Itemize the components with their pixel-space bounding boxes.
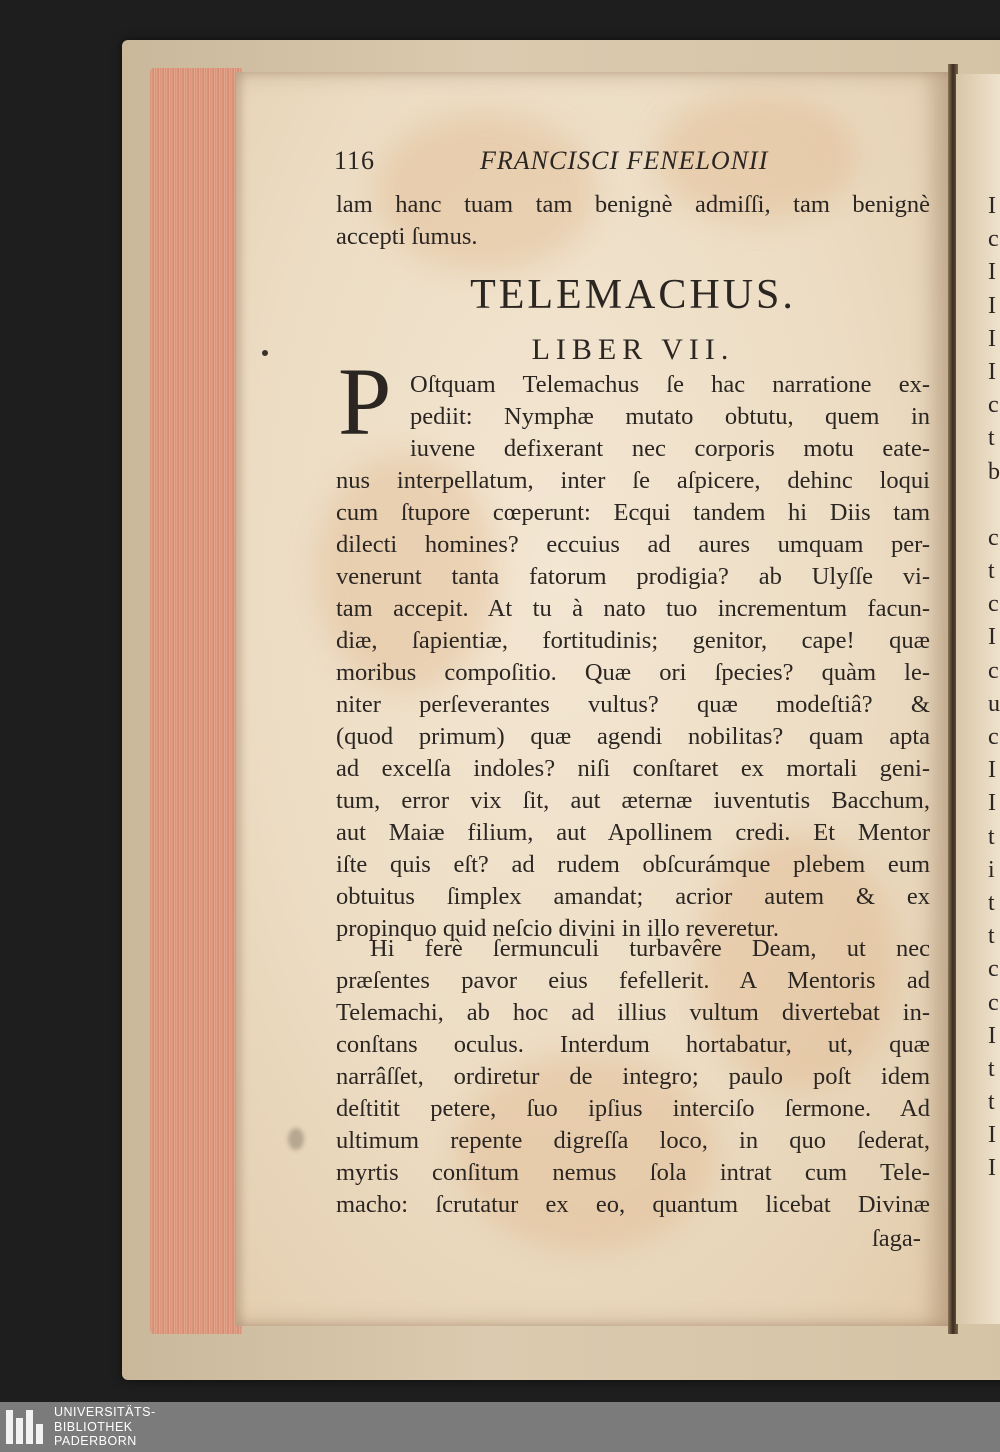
facing-page-letter: t	[988, 1089, 995, 1116]
text-line: cum ſtupore cœperunt: Ecqui tandem hi Diis tam	[336, 499, 930, 526]
page-header	[334, 146, 934, 182]
running-head: FRANCISCI FENELONII	[480, 146, 769, 175]
text-line: iuvene defixerant nec corporis motu eate-	[410, 435, 930, 462]
text-line: lam hanc tuam tam benignè admiſſi, tam benignè	[336, 191, 930, 218]
text-line: iſte quis eſt? ad rudem obſcurámque plebem eum	[336, 851, 930, 878]
facing-page-letter: t	[988, 1055, 995, 1082]
facing-page-letter: I	[988, 325, 996, 352]
library-name-line: BIBLIOTHEK	[54, 1419, 133, 1434]
text-line: tam accepit. At tu à nato tuo incrementum facun-	[336, 595, 930, 622]
ink-mark	[262, 350, 268, 356]
text-line: narrâſſet, ordiretur de integro; paulo poſt idem	[336, 1063, 930, 1090]
text-line: ad excelſa indoles? niſi conſtaret ex mortali geni-	[336, 755, 930, 782]
facing-page-letter: t	[988, 558, 995, 585]
library-logo-icon	[4, 1406, 48, 1448]
drop-cap: P	[338, 348, 392, 455]
facing-page-letter: I	[988, 292, 996, 319]
library-footer	[0, 1402, 1000, 1452]
page-edges	[150, 68, 242, 1334]
facing-page-letter: I	[988, 624, 996, 651]
text-line: conſtans oculus. Interdum hortabatur, ut, quæ	[336, 1031, 930, 1058]
text-line: Oſtquam Telemachus ſe hac narratione ex-	[410, 371, 930, 398]
facing-page-letter: t	[988, 923, 995, 950]
facing-page-letter: b	[988, 458, 1000, 485]
text-line: moribus compoſitio. Quæ ori ſpecies? quàm le-	[336, 659, 930, 686]
facing-page-letter: c	[988, 657, 999, 684]
facing-page-letter: u	[988, 690, 1000, 717]
text-line: nus interpellatum, inter ſe aſpicere, dehinc loqui	[336, 467, 930, 494]
facing-page-text	[988, 190, 1000, 1186]
text-line: diæ, ſapientiæ, fortitudinis; genitor, cape! quæ	[336, 627, 930, 654]
library-name-line: PADERBORN	[54, 1434, 137, 1448]
facing-page-letter: c	[988, 989, 999, 1016]
facing-page-letter: I	[988, 790, 996, 817]
ink-smudge	[288, 1128, 304, 1150]
facing-page-letter: c	[988, 956, 999, 983]
text-line: macho: ſcrutatur ex eo, quantum licebat Divinæ	[336, 1191, 930, 1218]
text-line: deſtitit petere, ſuo ipſius interciſo ſermone. Ad	[336, 1095, 930, 1122]
text-line: niter perſeverantes vultus? quæ modeſtiâ? &	[336, 691, 930, 718]
text-line: tum, error vix ſit, aut æternæ iuventutis Bacchum,	[336, 787, 930, 814]
text-line: Telemachi, ab hoc ad illius vultum divertebat in-	[336, 999, 930, 1026]
facing-page-letter: c	[988, 392, 999, 419]
facing-page-letter	[988, 489, 1000, 522]
facing-page-letter: i	[988, 856, 995, 883]
facing-page-letter: I	[988, 259, 996, 286]
facing-page-letter: t	[988, 425, 995, 452]
text-line: (quod primum) quæ agendi nobilitas? quam apta	[336, 723, 930, 750]
facing-page-letter: I	[988, 757, 996, 784]
facing-page-letter: I	[988, 1022, 996, 1049]
facing-page-letter: I	[988, 358, 996, 385]
text-line: ultimum repente digreſſa loco, in quo ſederat,	[336, 1127, 930, 1154]
text-line: pediit: Nymphæ mutato obtutu, quem in	[410, 403, 930, 430]
facing-page-letter: I	[988, 193, 996, 219]
library-name	[54, 1405, 156, 1449]
facing-page-letter: c	[988, 524, 999, 551]
facing-page-letter: c	[988, 226, 999, 253]
catchword: ſaga-	[872, 1225, 921, 1252]
text-line: venerunt tanta fatorum prodigia? ab Ulyſſe vi-	[336, 563, 930, 590]
text-line: myrtis conſitum nemus ſola intrat cum Tele-	[336, 1159, 930, 1186]
library-name-line: UNIVERSITÄTS-	[54, 1405, 156, 1419]
text-line: dilecti homines? eccuius ad aures umquam per-	[336, 531, 930, 558]
facing-page-letter: c	[988, 591, 999, 618]
facing-page-letter: I	[988, 1155, 996, 1182]
facing-page-letter: I	[988, 1122, 996, 1149]
facing-page-letter: t	[988, 823, 995, 850]
facing-page-letter: t	[988, 889, 995, 916]
text-line: obtuitus ſimplex amandat; acrior autem & ex	[336, 883, 930, 910]
chapter-subtitle: LIBER VII.	[531, 333, 735, 366]
chapter-title: TELEMACHUS.	[470, 272, 796, 318]
text-line: accepti ſumus.	[336, 223, 478, 250]
text-line: propinquo quid neſcio divini in illo reveretur.	[336, 915, 779, 942]
text-line: Hi ferè ſermunculi turbavêre Deam, ut nec	[370, 935, 930, 962]
text-line: aut Maiæ filium, aut Apollinem credi. Et Mentor	[336, 819, 930, 846]
page-number: 116	[334, 146, 376, 175]
text-line: præſentes pavor eius fefellerit. A Mentoris ad	[336, 967, 930, 994]
facing-page-letter: c	[988, 724, 999, 750]
